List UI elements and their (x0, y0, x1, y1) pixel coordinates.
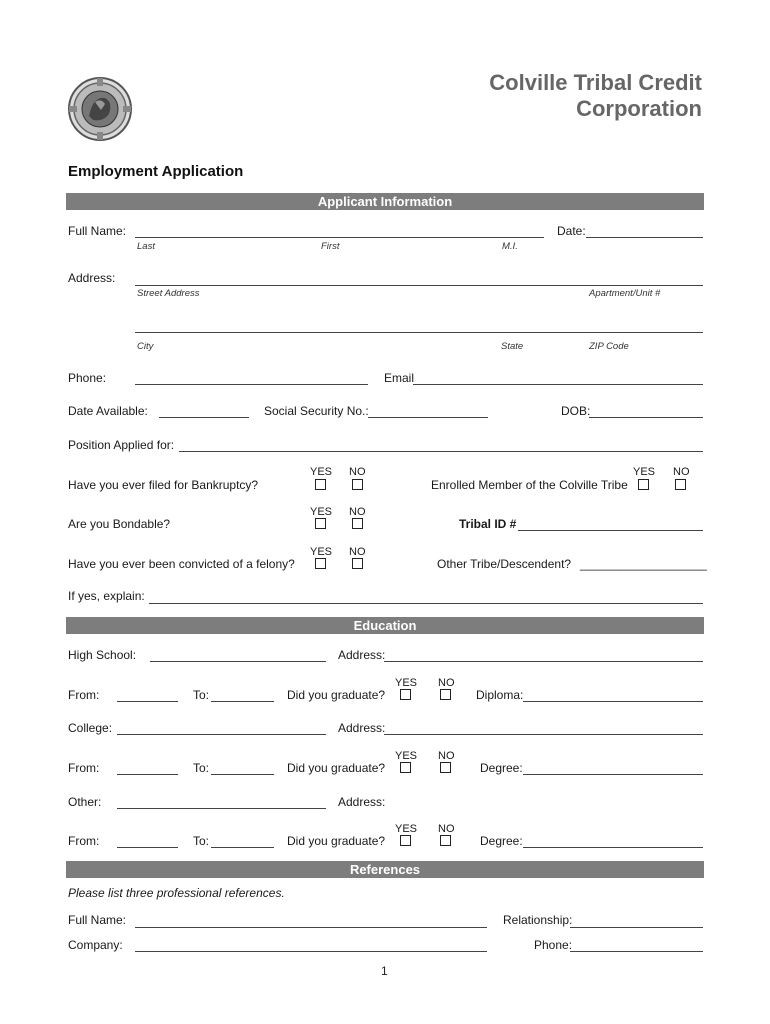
other-degree-field[interactable] (523, 847, 703, 848)
other-from-label: From: (68, 834, 100, 848)
felony-no-checkbox[interactable] (352, 558, 363, 569)
hs-to-field[interactable] (211, 701, 274, 702)
college-field[interactable] (117, 734, 326, 735)
city-state-zip-field[interactable] (135, 332, 703, 333)
relationship-field[interactable] (570, 927, 703, 928)
felony-question: Have you ever been convicted of a felony? (68, 557, 295, 571)
reference-full-name-label: Full Name: (68, 913, 127, 927)
high-school-field[interactable] (150, 661, 326, 662)
other-to-label: To: (193, 834, 210, 848)
section-education: Education (66, 617, 704, 634)
college-from-label: From: (68, 761, 100, 775)
hs-graduate-label: Did you graduate? (287, 688, 386, 702)
other-school-field[interactable] (117, 808, 326, 809)
other-graduate-no-label: NO (438, 823, 455, 835)
page-number: 1 (381, 964, 388, 978)
other-graduate-yes-label: YES (395, 823, 418, 835)
ssn-label: Social Security No.: (264, 404, 369, 418)
college-to-label: To: (193, 761, 210, 775)
org-title-line1: Colville Tribal Credit (489, 70, 702, 95)
reference-phone-label: Phone: (534, 938, 573, 952)
other-graduate-label: Did you graduate? (287, 834, 386, 848)
bankruptcy-no-label: NO (349, 466, 366, 478)
bankruptcy-yes-checkbox[interactable] (315, 479, 326, 490)
enrolled-no-label: NO (673, 466, 690, 478)
college-graduate-yes-checkbox[interactable] (400, 762, 411, 773)
apt-sublabel: Apartment/Unit # (589, 288, 661, 299)
explain-field[interactable] (149, 603, 703, 604)
bondable-yes-checkbox[interactable] (315, 518, 326, 529)
dob-label: DOB: (561, 404, 591, 418)
phone-field[interactable] (135, 384, 368, 385)
other-school-label: Other: (68, 795, 102, 809)
other-to-field[interactable] (211, 847, 274, 848)
college-to-field[interactable] (211, 774, 274, 775)
street-sublabel: Street Address (137, 288, 200, 299)
other-tribe-label: Other Tribe/Descendent? (437, 557, 572, 571)
bondable-yes-label: YES (310, 506, 333, 518)
seal-logo (67, 76, 133, 142)
position-field[interactable] (179, 451, 703, 452)
college-address-label: Address: (338, 721, 386, 735)
enrolled-yes-checkbox[interactable] (638, 479, 649, 490)
other-graduate-no-checkbox[interactable] (440, 835, 451, 846)
first-sublabel: First (321, 241, 340, 252)
other-school-address-label: Address: (338, 795, 386, 809)
college-graduate-label: Did you graduate? (287, 761, 386, 775)
last-sublabel: Last (137, 241, 155, 252)
other-degree-label: Degree: (480, 834, 523, 848)
date-available-field[interactable] (159, 417, 249, 418)
felony-yes-checkbox[interactable] (315, 558, 326, 569)
hs-to-label: To: (193, 688, 210, 702)
college-degree-field[interactable] (523, 774, 703, 775)
relationship-label: Relationship: (503, 913, 573, 927)
hs-graduate-no-checkbox[interactable] (440, 689, 451, 700)
date-field[interactable] (586, 237, 703, 238)
hs-graduate-no-label: NO (438, 677, 455, 689)
phone-label: Phone: (68, 371, 107, 385)
felony-no-label: NO (349, 546, 366, 558)
other-tribe-field[interactable]: ___________________ (580, 557, 707, 571)
org-title-line2: Corporation (576, 96, 702, 121)
references-instructions: Please list three professional references. (68, 886, 285, 900)
explain-label: If yes, explain: (68, 589, 145, 603)
enrolled-no-checkbox[interactable] (675, 479, 686, 490)
other-from-field[interactable] (117, 847, 178, 848)
hs-graduate-yes-checkbox[interactable] (400, 689, 411, 700)
bankruptcy-yes-label: YES (310, 466, 333, 478)
section-applicant-information: Applicant Information (66, 193, 704, 210)
other-graduate-yes-checkbox[interactable] (400, 835, 411, 846)
state-sublabel: State (501, 341, 524, 352)
bondable-question: Are you Bondable? (68, 517, 171, 531)
bankruptcy-question: Have you ever filed for Bankruptcy? (68, 478, 259, 492)
college-degree-label: Degree: (480, 761, 523, 775)
enrolled-question: Enrolled Member of the Colville Tribe (431, 478, 628, 492)
diploma-label: Diploma: (476, 688, 524, 702)
bankruptcy-no-checkbox[interactable] (352, 479, 363, 490)
full-name-label: Full Name: (68, 224, 127, 238)
dob-field[interactable] (589, 417, 703, 418)
high-school-label: High School: (68, 648, 137, 662)
org-title (489, 70, 702, 122)
tribal-id-field[interactable] (518, 530, 703, 531)
hs-from-field[interactable] (117, 701, 178, 702)
date-available-label: Date Available: (68, 404, 148, 418)
street-address-field[interactable] (135, 285, 703, 286)
college-address-field[interactable] (384, 734, 703, 735)
reference-phone-field[interactable] (570, 951, 703, 952)
diploma-field[interactable] (523, 701, 703, 702)
reference-company-label: Company: (68, 938, 123, 952)
reference-company-field[interactable] (135, 951, 487, 952)
zip-sublabel: ZIP Code (589, 341, 629, 352)
college-graduate-no-checkbox[interactable] (440, 762, 451, 773)
bondable-no-label: NO (349, 506, 366, 518)
full-name-field[interactable] (135, 237, 544, 238)
hs-graduate-yes-label: YES (395, 677, 418, 689)
hs-from-label: From: (68, 688, 100, 702)
tribal-id-label: Tribal ID # (459, 517, 517, 531)
college-label: College: (68, 721, 113, 735)
date-label: Date: (557, 224, 586, 238)
position-label: Position Applied for: (68, 438, 175, 452)
reference-full-name-field[interactable] (135, 927, 487, 928)
college-graduate-no-label: NO (438, 750, 455, 762)
college-graduate-yes-label: YES (395, 750, 418, 762)
high-school-address-label: Address: (338, 648, 386, 662)
form-title: Employment Application (68, 163, 244, 180)
section-references: References (66, 861, 704, 878)
email-field[interactable] (413, 384, 703, 385)
email-label: Email (384, 371, 415, 385)
ssn-field[interactable] (368, 417, 488, 418)
college-from-field[interactable] (117, 774, 178, 775)
mi-sublabel: M.I. (502, 241, 518, 252)
address-label: Address: (68, 271, 116, 285)
high-school-address-field[interactable] (384, 661, 703, 662)
city-sublabel: City (137, 341, 154, 352)
felony-yes-label: YES (310, 546, 333, 558)
enrolled-yes-label: YES (633, 466, 656, 478)
bondable-no-checkbox[interactable] (352, 518, 363, 529)
